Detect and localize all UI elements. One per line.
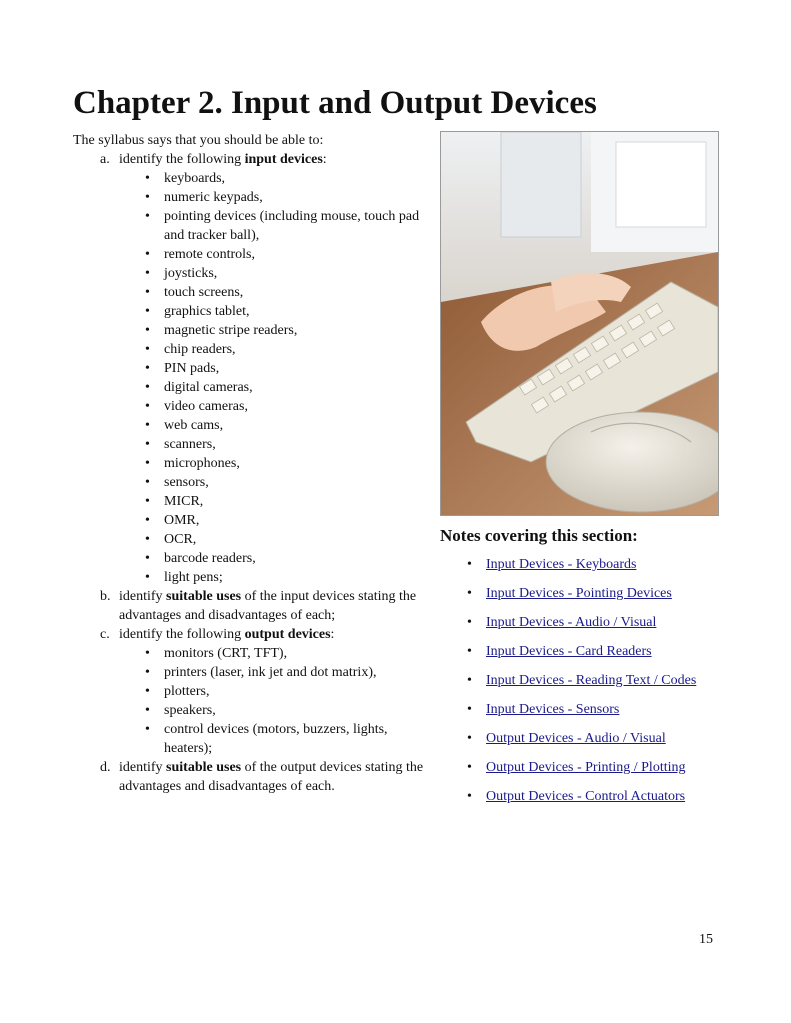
note-link-input-sensors[interactable]: Input Devices - Sensors: [486, 702, 620, 717]
list-item: • speakers,: [73, 701, 433, 720]
objective-letter: d.: [100, 760, 111, 775]
objective-text: identify: [119, 589, 167, 604]
note-link-input-pointing-devices[interactable]: Input Devices - Pointing Devices: [486, 586, 672, 601]
list-item: • web cams,: [73, 416, 433, 435]
list-item: [440, 672, 740, 690]
list-item: • MICR,: [73, 492, 433, 511]
list-item: • scanners,: [73, 435, 433, 454]
list-item: • monitors (CRT, TFT),: [73, 644, 433, 663]
list-item: • microphones,: [73, 454, 433, 473]
list-item: • keyboards,: [73, 169, 433, 188]
list-item: • plotters,: [73, 682, 433, 701]
list-item: • printers (laser, ink jet and dot matrix),: [73, 663, 433, 682]
list-item: • pointing devices (including mouse, touch pad and tracker ball),: [73, 207, 433, 245]
list-item: [440, 759, 740, 777]
list-item: • graphics tablet,: [73, 302, 433, 321]
list-item: • touch screens,: [73, 283, 433, 302]
objective-text: identify: [119, 760, 167, 775]
notes-link-list: [440, 556, 740, 817]
objective-bold-term: suitable uses: [166, 760, 242, 775]
objective-letter: c.: [100, 627, 110, 642]
list-item: [440, 643, 740, 661]
objective-d: [73, 758, 433, 796]
note-link-output-printing-plotting[interactable]: Output Devices - Printing / Plotting: [486, 760, 686, 775]
objective-text: identify the following: [119, 152, 245, 167]
objective-text: :: [330, 627, 335, 642]
list-item: • chip readers,: [73, 340, 433, 359]
objective-b: [73, 587, 433, 625]
objective-text: of the input devices stating the advantages and disadvantages of each;: [119, 589, 417, 623]
objective-bold-term: output devices: [244, 627, 331, 642]
note-link-output-control-actuators[interactable]: Output Devices - Control Actuators: [486, 789, 686, 804]
note-link-output-audio-visual[interactable]: Output Devices - Audio / Visual: [486, 731, 666, 746]
objective-c: [73, 625, 433, 644]
objective-text: :: [322, 152, 327, 167]
page-title: Chapter 2. Input and Output Devices: [73, 85, 597, 121]
objective-letter: a.: [100, 152, 110, 167]
note-link-input-keyboards[interactable]: Input Devices - Keyboards: [486, 557, 637, 572]
note-link-input-card-readers[interactable]: Input Devices - Card Readers: [486, 644, 652, 659]
list-item: [440, 614, 740, 632]
list-item: • PIN pads,: [73, 359, 433, 378]
objective-bold-term: suitable uses: [166, 589, 242, 604]
note-link-input-reading-text-codes[interactable]: Input Devices - Reading Text / Codes: [486, 673, 697, 688]
list-item: [440, 585, 740, 603]
list-item: • magnetic stripe readers,: [73, 321, 433, 340]
list-item: • control devices (motors, buzzers, lights, heaters);: [73, 720, 433, 758]
list-item: [440, 556, 740, 574]
list-item: • numeric keypads,: [73, 188, 433, 207]
list-item: • light pens;: [73, 568, 433, 587]
intro-text: The syllabus says that you should be able to:: [73, 133, 324, 148]
list-item: [440, 701, 740, 719]
objective-text: of the output devices stating the advantages and disadvantages of each.: [119, 760, 424, 794]
syllabus-objectives: [73, 150, 433, 796]
objective-text: identify the following: [119, 627, 245, 642]
objective-a: [73, 150, 433, 169]
input-devices-list: [73, 169, 433, 587]
list-item: • remote controls,: [73, 245, 433, 264]
list-item: • OCR,: [73, 530, 433, 549]
objective-bold-term: input devices: [244, 152, 323, 167]
list-item: [440, 788, 740, 806]
list-item: • sensors,: [73, 473, 433, 492]
output-devices-list: [73, 644, 433, 758]
list-item: [440, 730, 740, 748]
notes-heading: Notes covering this section:: [440, 526, 638, 545]
objective-letter: b.: [100, 589, 111, 604]
note-link-input-audio-visual[interactable]: Input Devices - Audio / Visual: [486, 615, 657, 630]
list-item: • joysticks,: [73, 264, 433, 283]
list-item: • OMR,: [73, 511, 433, 530]
list-item: • barcode readers,: [73, 549, 433, 568]
page-number: 15: [699, 932, 713, 947]
list-item: • video cameras,: [73, 397, 433, 416]
keyboard-mouse-photo: [440, 131, 719, 516]
list-item: • digital cameras,: [73, 378, 433, 397]
